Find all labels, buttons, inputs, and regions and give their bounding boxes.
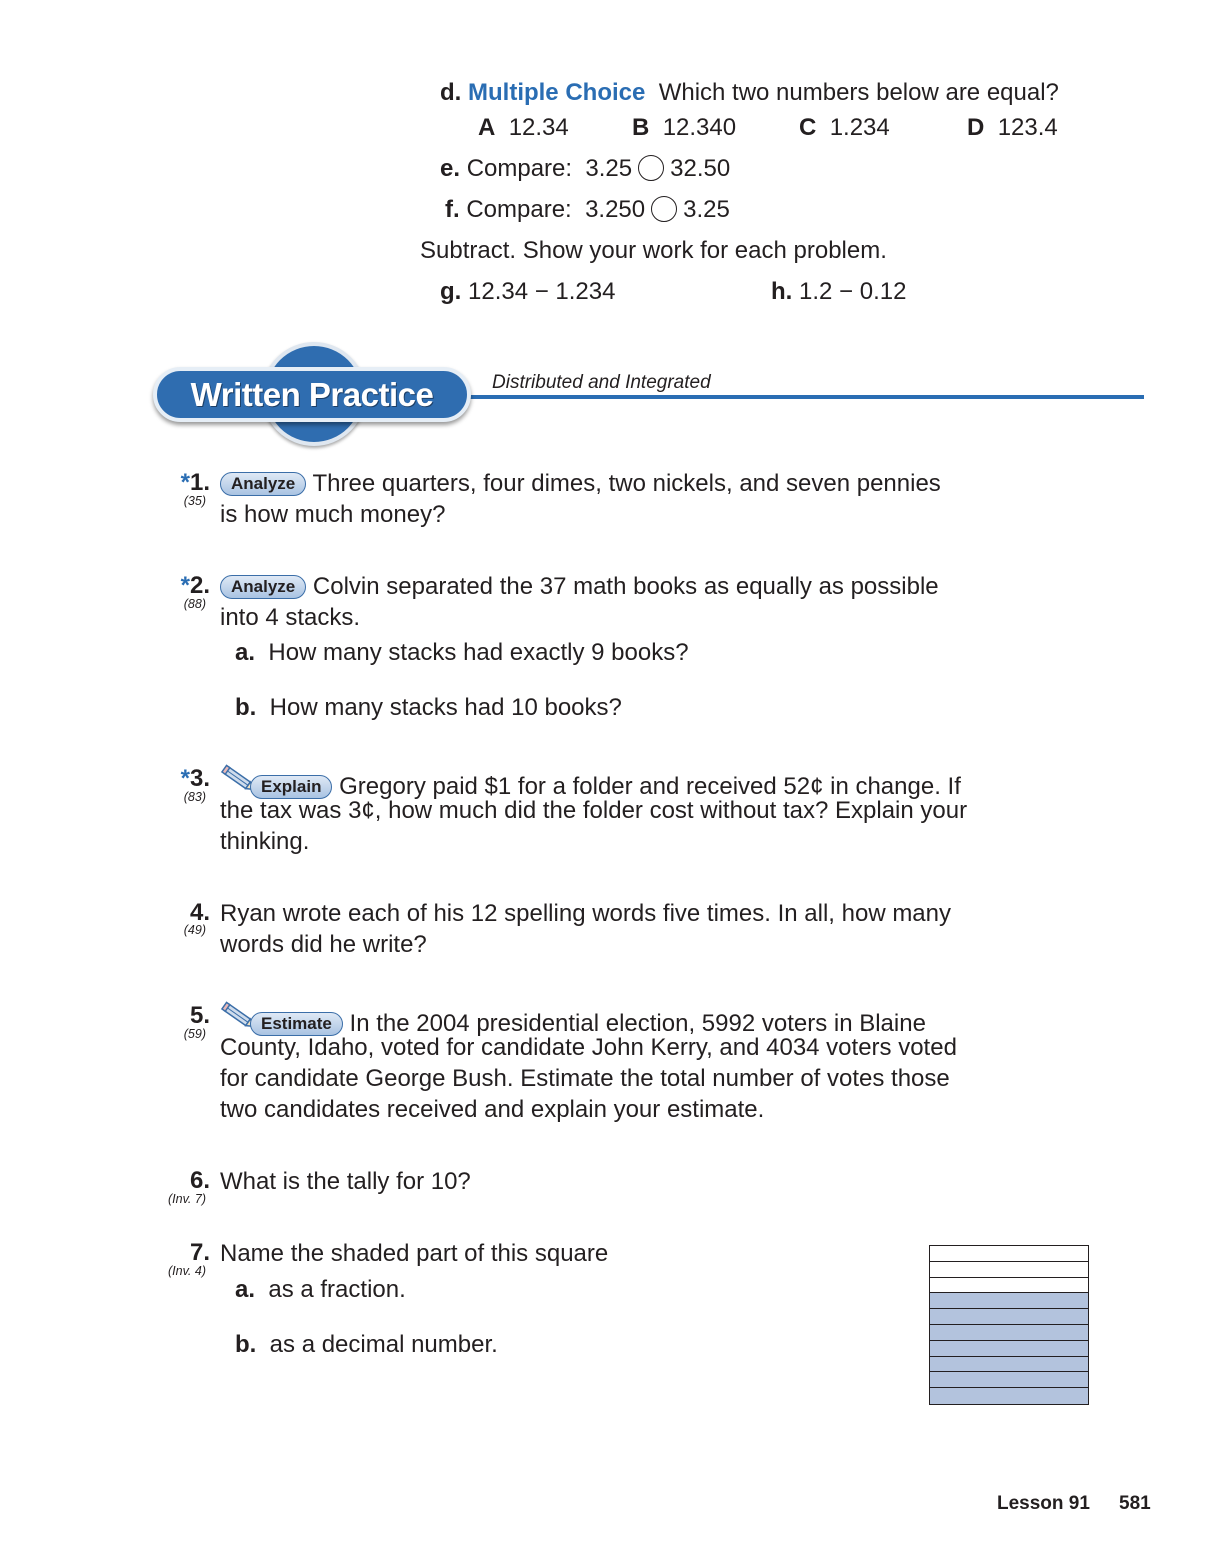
problem-text: Gregory paid $1 for a folder and received 52¢ in change. If	[339, 773, 961, 800]
written-practice-banner	[153, 367, 471, 422]
problem-num: 1.	[189, 469, 210, 496]
problem-text: In the 2004 presidential election, 5992 voters in Blaine	[349, 1010, 926, 1037]
choice-d-value: 123.4	[997, 114, 1058, 141]
item-e-label: e.	[440, 155, 461, 182]
item-g-expr: 12.34 − 1.234	[468, 278, 616, 305]
problem-5-number	[150, 1002, 210, 1030]
problem-1-line-2: is how much money?	[220, 501, 446, 528]
item-h	[771, 276, 906, 307]
part-label: a.	[235, 1276, 256, 1303]
problem-2-ref: (88)	[183, 597, 206, 611]
part-text: How many stacks had exactly 9 books?	[268, 639, 689, 666]
section-subtitle: Distributed and Integrated	[492, 372, 711, 393]
item-e-text: Compare:	[466, 155, 573, 182]
problem-1-line-1	[220, 468, 941, 499]
part-text: as a decimal number.	[269, 1331, 498, 1358]
item-h-expr: 1.2 − 0.12	[799, 278, 907, 305]
star-icon: *	[180, 572, 190, 599]
problem-3-ref: (83)	[183, 790, 206, 804]
problem-4-line-2: words did he write?	[220, 931, 427, 958]
estimate-badge: Estimate	[250, 1012, 343, 1036]
shaded-strip	[930, 1293, 1088, 1309]
banner-title: Written Practice	[190, 375, 434, 413]
problem-text: Colvin separated the 37 math books as equally as possible	[312, 573, 939, 600]
problem-7a	[235, 1274, 406, 1305]
problem-num: 4.	[189, 899, 210, 926]
item-g	[440, 276, 615, 307]
choice-c-letter: C	[799, 114, 817, 141]
shaded-strip	[930, 1325, 1088, 1341]
problem-3-line-3: thinking.	[220, 828, 310, 855]
unshaded-strip	[930, 1262, 1088, 1278]
part-label: b.	[235, 694, 257, 721]
part-label: a.	[235, 639, 256, 666]
problem-text: Three quarters, four dimes, two nickels, and seven pennies	[312, 470, 941, 497]
problem-2-line-1	[220, 571, 939, 602]
item-d	[440, 77, 1059, 108]
item-e-left: 3.25	[585, 155, 633, 182]
problem-num: 3.	[189, 765, 210, 792]
problem-num: 2.	[189, 572, 210, 599]
choice-d	[967, 112, 1058, 143]
item-d-label: d.	[440, 79, 462, 106]
problem-1-ref: (35)	[183, 494, 206, 508]
page-number: 581	[1119, 1493, 1151, 1514]
star-icon: *	[180, 469, 190, 496]
compare-circle[interactable]	[651, 196, 677, 222]
compare-circle[interactable]	[638, 155, 664, 181]
problem-4-ref: (49)	[183, 923, 206, 937]
item-f-left: 3.250	[585, 196, 646, 223]
part-text: as a fraction.	[268, 1276, 406, 1303]
item-f-text: Compare:	[466, 196, 572, 223]
item-g-label: g.	[440, 278, 462, 305]
analyze-badge: Analyze	[220, 575, 306, 599]
shaded-strip	[930, 1388, 1088, 1404]
problem-2b	[235, 692, 622, 723]
problem-7-line-1: Name the shaded part of this square	[220, 1240, 609, 1267]
choice-a	[478, 112, 569, 143]
problem-2a	[235, 637, 689, 668]
item-e-right: 32.50	[670, 155, 731, 182]
item-f-label: f.	[445, 196, 460, 223]
choice-b	[632, 112, 736, 143]
part-label: b.	[235, 1331, 257, 1358]
problem-num: 7.	[189, 1239, 210, 1266]
problem-2-number	[150, 572, 210, 600]
explain-badge: Explain	[250, 775, 332, 799]
shaded-strip	[930, 1357, 1088, 1373]
choice-b-value: 12.340	[662, 114, 737, 141]
part-text: How many stacks had 10 books?	[269, 694, 622, 721]
shaded-square	[929, 1245, 1089, 1405]
problem-5-ref: (59)	[183, 1027, 206, 1041]
choice-c	[799, 112, 890, 143]
shaded-strip	[930, 1372, 1088, 1388]
shaded-strip	[930, 1341, 1088, 1357]
problem-3-line-2: the tax was 3¢, how much did the folder cost without tax? Explain your	[220, 797, 968, 824]
item-d-question: Which two numbers below are equal?	[658, 79, 1059, 106]
subtract-instruction: Subtract. Show your work for each problem.	[420, 237, 887, 264]
item-f-right: 3.25	[683, 196, 730, 223]
item-e	[440, 153, 730, 184]
analyze-badge: Analyze	[220, 472, 306, 496]
problem-6-line-1: What is the tally for 10?	[220, 1168, 471, 1195]
problem-4-line-1: Ryan wrote each of his 12 spelling words five times. In all, how many	[220, 900, 952, 927]
section-rule	[468, 395, 1144, 399]
problem-6-ref: (Inv. 7)	[168, 1192, 206, 1206]
choice-c-value: 1.234	[829, 114, 890, 141]
unshaded-strip	[930, 1246, 1088, 1262]
problem-7-number	[150, 1239, 210, 1267]
problem-7b	[235, 1329, 498, 1360]
problem-3-number	[150, 765, 210, 793]
footer-lesson: Lesson 91	[997, 1493, 1090, 1514]
choice-a-value: 12.34	[508, 114, 569, 141]
choice-a-letter: A	[478, 114, 496, 141]
shaded-strip	[930, 1309, 1088, 1325]
problem-1-number	[150, 469, 210, 497]
problem-7-ref: (Inv. 4)	[168, 1264, 206, 1278]
item-h-label: h.	[771, 278, 793, 305]
multiple-choice-heading: Multiple Choice	[468, 79, 646, 106]
star-icon: *	[180, 765, 190, 792]
problem-5-line-2: County, Idaho, voted for candidate John Kerry, and 4034 voters voted	[220, 1034, 957, 1061]
item-f	[445, 194, 730, 225]
problem-6-number	[150, 1167, 210, 1195]
choice-d-letter: D	[967, 114, 985, 141]
problem-2-line-2: into 4 stacks.	[220, 604, 361, 631]
choice-b-letter: B	[632, 114, 650, 141]
problem-5-line-3: for candidate George Bush. Estimate the total number of votes those	[220, 1065, 950, 1092]
problem-num: 6.	[189, 1167, 210, 1194]
problem-5-line-4: two candidates received and explain your estimate.	[220, 1096, 765, 1123]
unshaded-strip	[930, 1278, 1088, 1294]
problem-num: 5.	[189, 1002, 210, 1029]
